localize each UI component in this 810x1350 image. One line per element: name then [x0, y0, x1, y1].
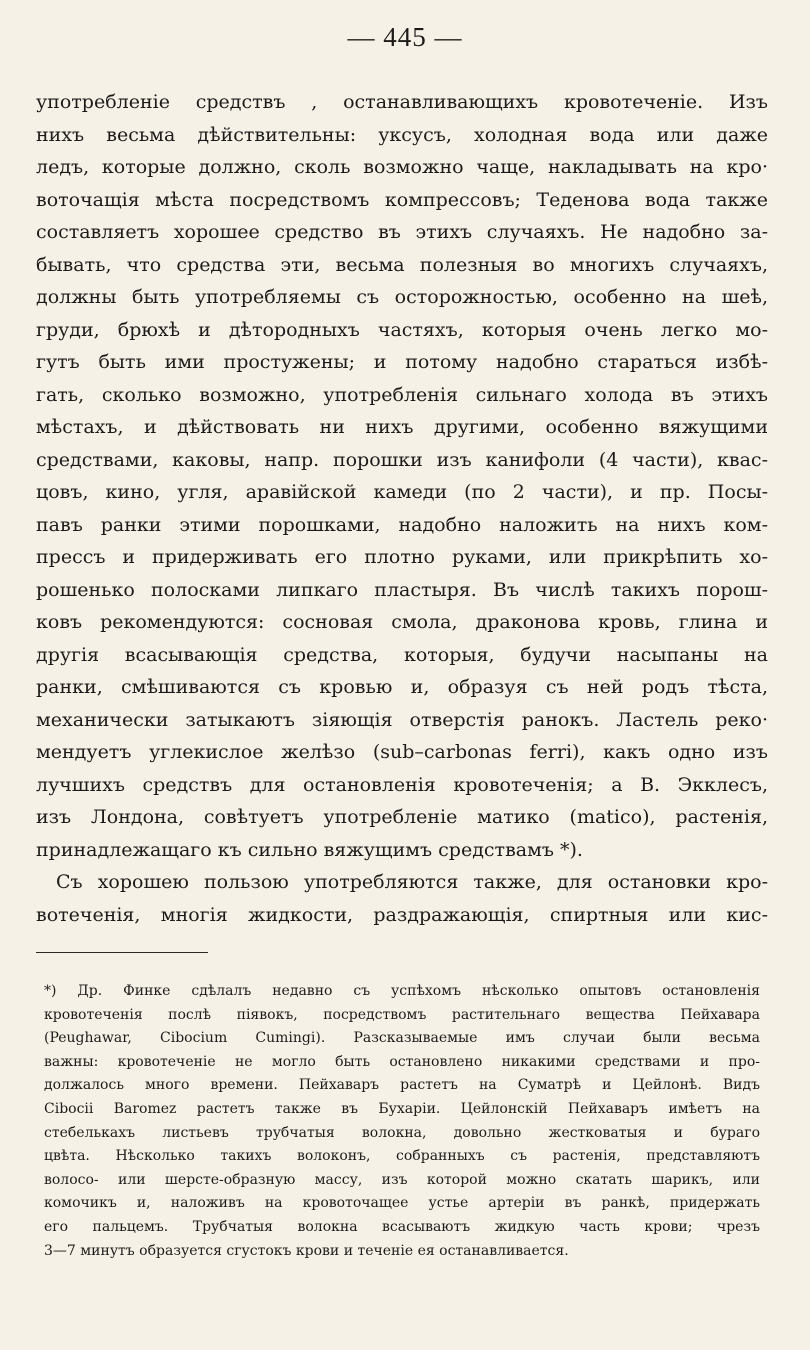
text-line: мендуетъ углекислое желѣзо (sub–carbonas ferri), какъ одно изъ	[36, 741, 768, 763]
text-line: гутъ быть ими простужены; и потому надобно стараться избѣ-	[36, 351, 768, 373]
footnote-line: его пальцемъ. Трубчатыя волокна всасываютъ жидкую часть крови; чрезъ	[44, 1218, 760, 1235]
text-line: ранки, смѣшиваются съ кровью и, образуя съ ней родъ тѣста,	[36, 676, 768, 698]
text-line: вотеченія, многія жидкости, раздражающія, спиртныя или кис-	[36, 903, 768, 926]
text-line: прессъ и придерживать его плотно руками, или прикрѣпить хо-	[36, 546, 768, 568]
footnote-line: важны: кровотеченіе не могло быть остановлено никакими средствами и про-	[44, 1053, 760, 1070]
footnote-line: Cibocii Baromez растетъ также въ Бухаріи. Цейлонскій Пейхаваръ имѣетъ на	[44, 1100, 760, 1117]
footnote-line: стебелькахъ листьевъ трубчатыя волокна, довольно жестковатыя и бураго	[44, 1124, 760, 1141]
text-line: ковъ рекомендуются: сосновая смола, драконова кровь, глина и	[36, 611, 768, 633]
text-line: должны быть употребляемы съ осторожностью, особенно на шеѣ,	[36, 286, 768, 308]
text-line: воточащія мѣста посредствомъ компрессовъ; Теденова вода также	[36, 188, 768, 211]
text-line: гать, сколько возможно, употребленія сильнаго холода въ этихъ	[36, 383, 768, 406]
footnote-line: *) Др. Финке сдѣлалъ недавно съ успѣхомъ нѣсколько опытовъ остановленія	[44, 983, 760, 999]
text-line: бывать, что средства эти, весьма полезныя во многихъ случаяхъ,	[36, 253, 768, 276]
text-line: механически затыкаютъ зіяющія отверстія ранокъ. Ластель реко·	[36, 708, 768, 731]
footnote-line: (Peughawar, Cibocium Cumingi). Разсказываемые имъ случаи были весьма	[44, 1030, 760, 1047]
footnote-line: 3—7 минутъ образуется сгустокъ крови и теченіе ея останавливается.	[44, 1242, 569, 1259]
text-line: павъ ранки этими порошками, надобно наложить на нихъ ком-	[36, 513, 768, 536]
text-line: рошенько полосками липкаго пластыря. Въ числѣ такихъ порош-	[36, 578, 768, 601]
main-text	[36, 86, 768, 931]
text-line: принадлежащаго къ сильно вяжущимъ средствамъ *).	[36, 838, 583, 861]
footnote-line: цвѣта. Нѣсколько такихъ волоконъ, собранныхъ съ растенія, представляютъ	[44, 1148, 760, 1165]
footnote-line: кровотеченія послѣ піявокъ, посредствомъ растительнаго вещества Пейхавара	[44, 1006, 760, 1023]
text-line: цовъ, кино, угля, аравійской камеди (по 2 части), и пр. Посы-	[36, 481, 768, 503]
text-line: лучшихъ средствъ для остановленія кровотеченія; а В. Экклесъ,	[36, 773, 768, 796]
page-number: — 445 —	[347, 22, 463, 52]
footnote-separator	[36, 952, 208, 953]
footnote-line: должалось много времени. Пейхаваръ растетъ на Суматрѣ и Цейлонѣ. Видъ	[44, 1077, 760, 1094]
footnote-line: волосо- или шерсте-образную массу, изъ которой можно скатать шарикъ, или	[44, 1171, 760, 1188]
footnote	[44, 980, 760, 1263]
text-line: употребленіе средствъ , останавливающихъ кровотеченіе. Изъ	[36, 91, 768, 113]
text-line: составляетъ хорошее средство въ этихъ случаяхъ. Не надобно за-	[36, 221, 768, 243]
footnote-line: комочикъ и, наложивъ на кровоточащее устье артеріи въ ранкѣ, придержать	[44, 1195, 760, 1212]
text-line: изъ Лондона, совѣтуетъ употребленіе матико (matico), растенія,	[36, 806, 768, 828]
text-line: груди, брюхѣ и дѣтородныхъ частяхъ, которыя очень легко мо-	[36, 318, 768, 341]
text-line: мѣстахъ, и дѣйствовать ни нихъ другими, особенно вяжущими	[36, 416, 768, 438]
text-line: средствами, каковы, напр. порошки изъ канифоли (4 части), квас-	[36, 448, 768, 471]
text-line: Съ хорошею пользою употребляются также, для остановки кро-	[56, 871, 768, 893]
text-line: ледъ, которые должно, сколь возможно чаще, накладывать на кро·	[36, 156, 768, 178]
text-line: нихъ весьма дѣйствительны: уксусъ, холодная вода или даже	[36, 123, 768, 146]
text-line: другія всасывающія средства, которыя, будучи насыпаны на	[36, 643, 768, 666]
